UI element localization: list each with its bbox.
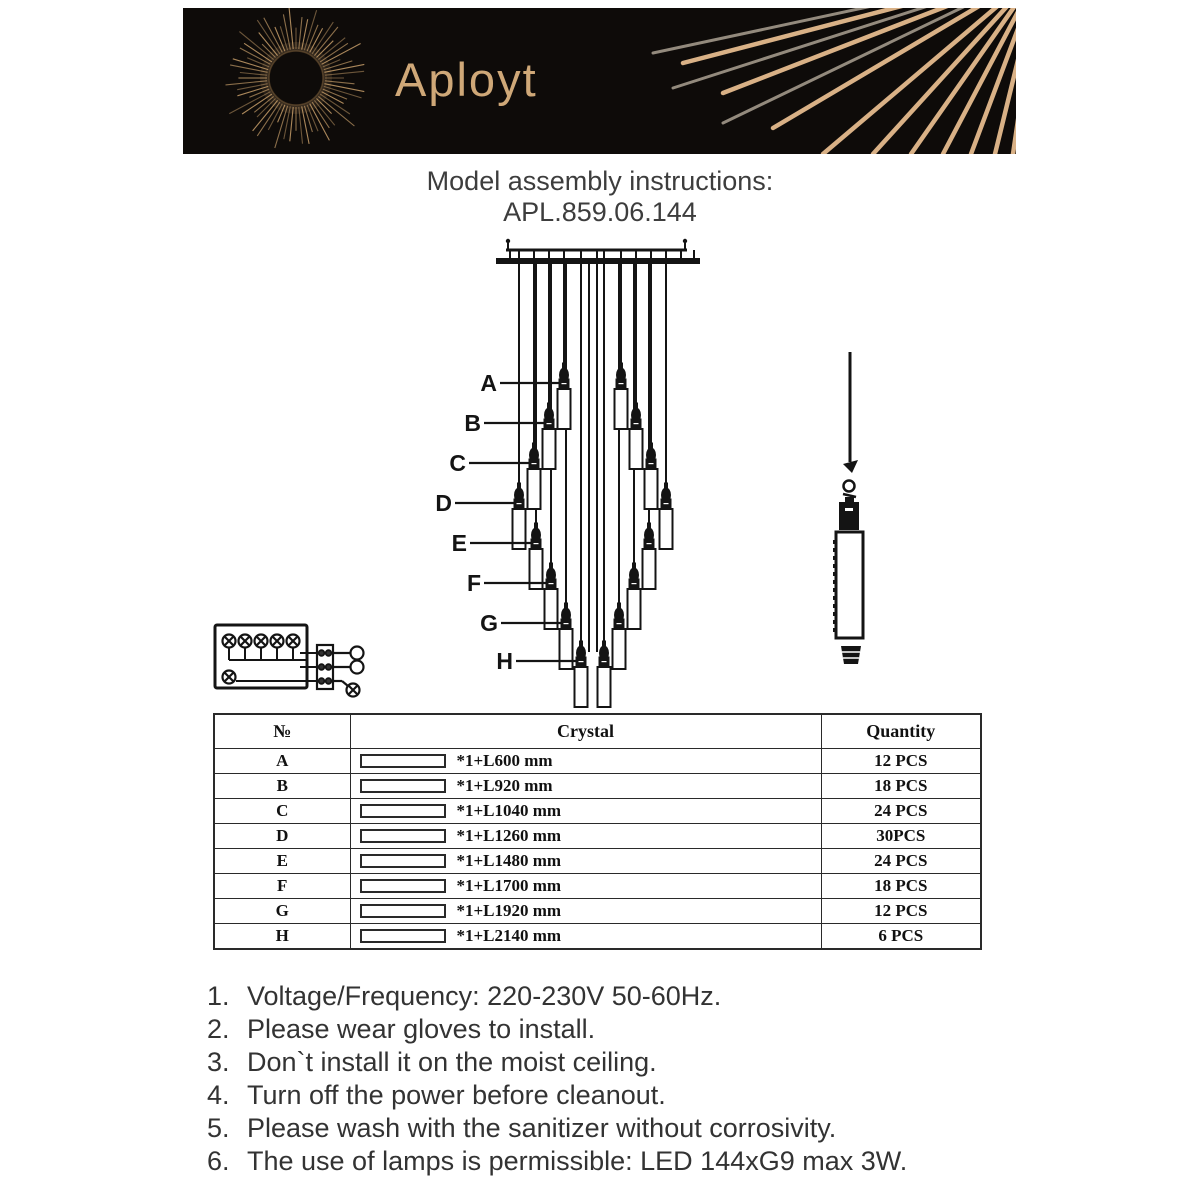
- table-row: [214, 899, 981, 924]
- table-row: [214, 774, 981, 799]
- crystal-icon: [360, 779, 446, 793]
- instruction-text: The use of lamps is permissible: LED 144xG9 max 3W.: [247, 1146, 908, 1176]
- instruction-item: [207, 980, 1067, 1013]
- instruction-number: 5.: [207, 1113, 230, 1143]
- table-row: [214, 799, 981, 824]
- table-row: [214, 849, 981, 874]
- parts-table: [213, 713, 982, 950]
- part-quantity: 6 PCS: [821, 924, 981, 950]
- instruction-text: Please wear gloves to install.: [247, 1014, 596, 1044]
- crystal-spec: *1+L920 mm: [456, 776, 553, 795]
- title-line-1: Model assembly instructions:: [426, 166, 774, 196]
- part-quantity: 24 PCS: [821, 849, 981, 874]
- crystal-spec: *1+L1480 mm: [456, 851, 562, 870]
- instruction-item: [207, 1112, 1067, 1145]
- instruction-number: 2.: [207, 1014, 230, 1044]
- label-H: H: [496, 648, 513, 674]
- part-quantity: 18 PCS: [821, 874, 981, 899]
- chandelier-diagram: [435, 239, 700, 707]
- crystal-spec: *1+L2140 mm: [456, 926, 562, 945]
- instruction-item: [207, 1079, 1067, 1112]
- instruction-item: [207, 1013, 1067, 1046]
- col-header-no: №: [214, 714, 350, 749]
- instruction-number: 3.: [207, 1047, 230, 1077]
- brand-name: Aployt: [395, 53, 538, 106]
- part-letter: B: [214, 774, 350, 799]
- crystal-icon: [360, 929, 446, 943]
- table-row: [214, 749, 981, 774]
- instruction-number: 4.: [207, 1080, 230, 1110]
- table-row: [214, 874, 981, 899]
- crystal-icon: [360, 754, 446, 768]
- instruction-item: [207, 1145, 1067, 1178]
- label-B: B: [464, 410, 481, 436]
- crystal-spec: *1+L1260 mm: [456, 826, 562, 845]
- part-quantity: 24 PCS: [821, 799, 981, 824]
- ray-fan-decoration: [653, 8, 1016, 154]
- part-letter: E: [214, 849, 350, 874]
- crystal-icon: [360, 854, 446, 868]
- crystal-icon: [360, 829, 446, 843]
- label-C: C: [449, 450, 466, 476]
- table-row: [214, 824, 981, 849]
- label-G: G: [480, 610, 498, 636]
- crystal-icon: [360, 879, 446, 893]
- crystal-icon: [360, 804, 446, 818]
- banner-art: [183, 8, 1016, 154]
- crystal-icon: [360, 904, 446, 918]
- crystal-spec: *1+L600 mm: [456, 751, 553, 770]
- instruction-number: 1.: [207, 981, 230, 1011]
- model-number: APL.859.06.144: [503, 197, 697, 227]
- table-header-row: [214, 714, 981, 749]
- instruction-text: Please wash with the sanitizer without corrosivity.: [247, 1113, 837, 1143]
- part-letter: D: [214, 824, 350, 849]
- brand-banner: [183, 8, 1016, 154]
- instruction-item: [207, 1046, 1067, 1079]
- pendant-detail-diagram: [833, 352, 863, 664]
- label-E: E: [451, 530, 467, 556]
- label-D: D: [435, 490, 452, 516]
- instruction-number: 6.: [207, 1146, 230, 1176]
- part-quantity: 12 PCS: [821, 749, 981, 774]
- col-header-quantity: Quantity: [821, 714, 981, 749]
- crystal-spec: *1+L1700 mm: [456, 876, 562, 895]
- instruction-text: Voltage/Frequency: 220-230V 50-60Hz.: [247, 981, 722, 1011]
- part-letter: A: [214, 749, 350, 774]
- crystal-spec: *1+L1040 mm: [456, 801, 562, 820]
- instruction-text: Don`t install it on the moist ceiling.: [247, 1047, 657, 1077]
- part-quantity: 18 PCS: [821, 774, 981, 799]
- page-title: [0, 166, 1200, 228]
- part-letter: F: [214, 874, 350, 899]
- instructions-list: [207, 980, 1067, 1178]
- part-letter: C: [214, 799, 350, 824]
- wiring-diagram: [215, 625, 364, 697]
- crystal-spec: *1+L1920 mm: [456, 901, 562, 920]
- part-letter: G: [214, 899, 350, 924]
- part-quantity: 12 PCS: [821, 899, 981, 924]
- table-row: [214, 924, 981, 950]
- col-header-crystal: Crystal: [350, 714, 821, 749]
- instruction-text: Turn off the power before cleanout.: [247, 1080, 666, 1110]
- sunburst-logo-icon: [226, 8, 365, 148]
- part-letter: H: [214, 924, 350, 950]
- label-F: F: [466, 570, 481, 596]
- part-quantity: 30PCS: [821, 824, 981, 849]
- label-A: A: [480, 370, 497, 396]
